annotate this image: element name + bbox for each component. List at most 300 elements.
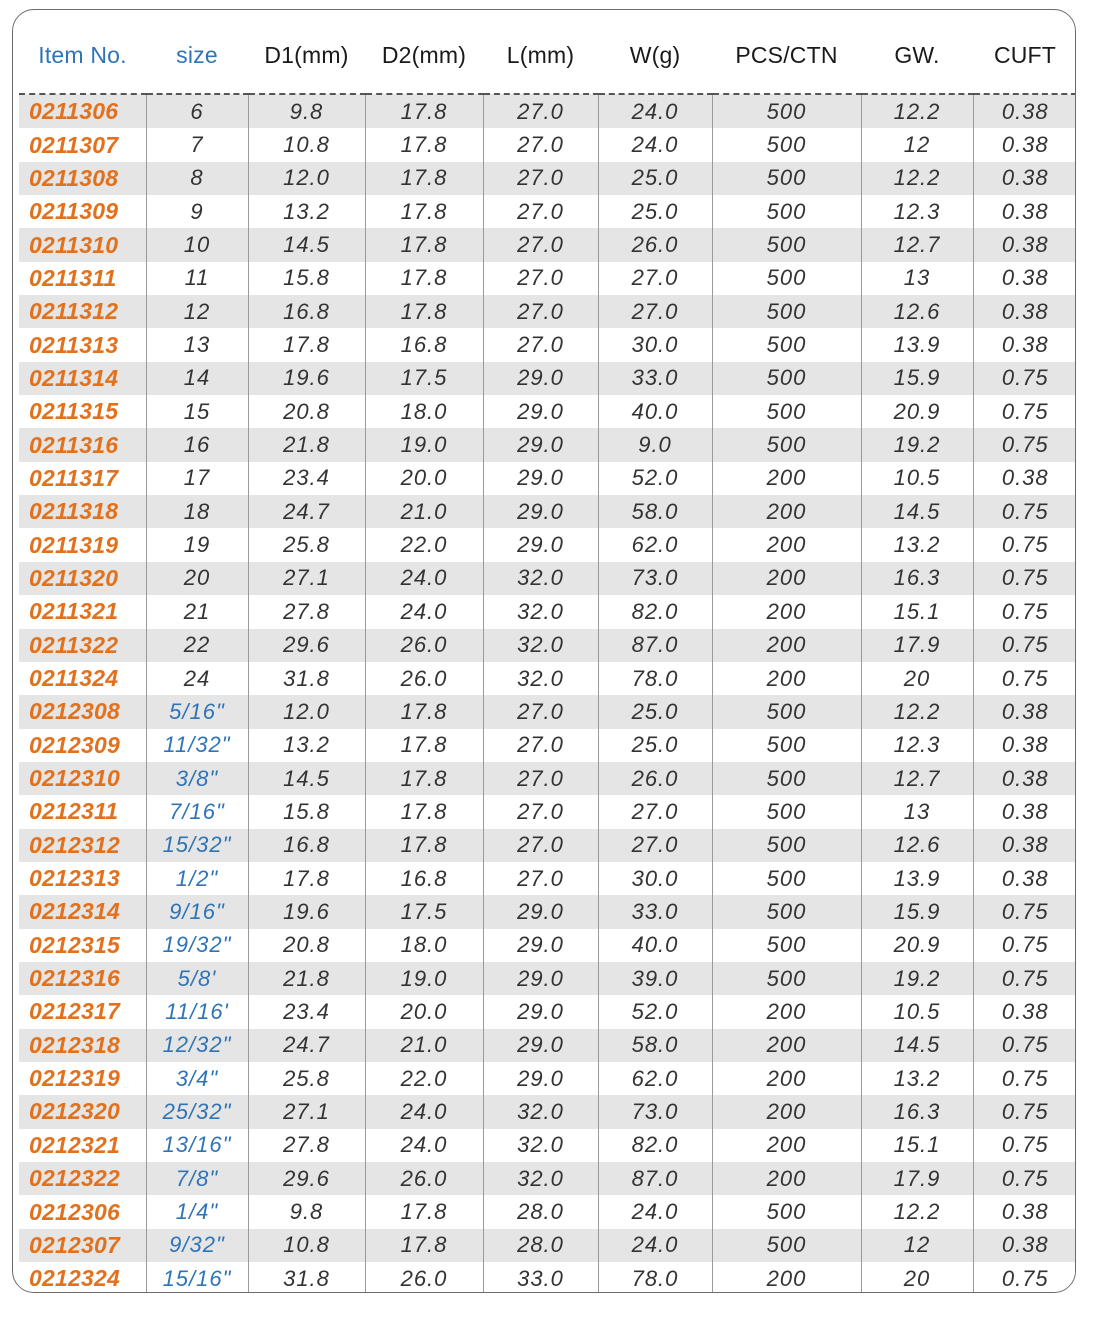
l-cell: 27.0 (483, 94, 598, 128)
pcs-ctn-cell: 500 (712, 795, 861, 828)
w-cell: 25.0 (598, 162, 712, 195)
size-cell: 9/32" (146, 1229, 248, 1262)
gw-cell: 13.2 (861, 528, 973, 561)
w-cell: 78.0 (598, 662, 712, 695)
table-row (19, 829, 1076, 862)
w-cell: 24.0 (598, 128, 712, 161)
l-cell: 29.0 (483, 362, 598, 395)
gw-cell: 15.9 (861, 895, 973, 928)
l-cell: 27.0 (483, 695, 598, 728)
d2-cell: 17.8 (365, 162, 483, 195)
cuft-cell: 0.75 (973, 1029, 1076, 1062)
w-cell: 73.0 (598, 562, 712, 595)
w-cell: 30.0 (598, 328, 712, 361)
item-no-cell: 0212311 (19, 795, 146, 828)
d2-cell: 17.8 (365, 829, 483, 862)
w-cell: 26.0 (598, 228, 712, 261)
w-cell: 25.0 (598, 695, 712, 728)
d2-cell: 24.0 (365, 1095, 483, 1128)
size-cell: 17 (146, 462, 248, 495)
spec-table-frame (12, 9, 1076, 1293)
item-no-cell: 0212314 (19, 895, 146, 928)
pcs-ctn-cell: 200 (712, 1129, 861, 1162)
size-cell: 7/16" (146, 795, 248, 828)
item-no-cell: 0212312 (19, 829, 146, 862)
cuft-cell: 0.75 (973, 1262, 1076, 1293)
d2-cell: 17.8 (365, 128, 483, 161)
cuft-cell: 0.38 (973, 262, 1076, 295)
d1-cell: 25.8 (248, 1062, 365, 1095)
item-no-cell: 0212310 (19, 762, 146, 795)
d1-cell: 29.6 (248, 629, 365, 662)
w-cell: 87.0 (598, 629, 712, 662)
gw-cell: 13.2 (861, 1062, 973, 1095)
w-cell: 33.0 (598, 362, 712, 395)
gw-cell: 12.2 (861, 162, 973, 195)
item-no-cell: 0211316 (19, 428, 146, 461)
table-row (19, 695, 1076, 728)
cuft-cell: 0.38 (973, 295, 1076, 328)
size-cell: 9 (146, 195, 248, 228)
l-cell: 27.0 (483, 829, 598, 862)
l-cell: 29.0 (483, 395, 598, 428)
table-row (19, 1095, 1076, 1128)
gw-cell: 12.2 (861, 1195, 973, 1228)
gw-cell: 19.2 (861, 428, 973, 461)
gw-cell: 14.5 (861, 495, 973, 528)
l-cell: 27.0 (483, 228, 598, 261)
gw-cell: 13 (861, 795, 973, 828)
header-gw: GW. (861, 10, 973, 94)
w-cell: 62.0 (598, 528, 712, 561)
pcs-ctn-cell: 500 (712, 695, 861, 728)
gw-cell: 13.9 (861, 328, 973, 361)
size-cell: 6 (146, 94, 248, 128)
pcs-ctn-cell: 500 (712, 1195, 861, 1228)
cuft-cell: 0.38 (973, 1229, 1076, 1262)
d2-cell: 22.0 (365, 528, 483, 561)
table-row (19, 895, 1076, 928)
gw-cell: 12.6 (861, 829, 973, 862)
w-cell: 25.0 (598, 729, 712, 762)
item-no-cell: 0211309 (19, 195, 146, 228)
cuft-cell: 0.75 (973, 395, 1076, 428)
pcs-ctn-cell: 500 (712, 1229, 861, 1262)
gw-cell: 10.5 (861, 995, 973, 1028)
w-cell: 58.0 (598, 495, 712, 528)
pcs-ctn-cell: 200 (712, 495, 861, 528)
d1-cell: 19.6 (248, 895, 365, 928)
w-cell: 25.0 (598, 195, 712, 228)
w-cell: 26.0 (598, 762, 712, 795)
l-cell: 27.0 (483, 162, 598, 195)
pcs-ctn-cell: 500 (712, 829, 861, 862)
d2-cell: 16.8 (365, 862, 483, 895)
d2-cell: 26.0 (365, 662, 483, 695)
gw-cell: 20.9 (861, 929, 973, 962)
w-cell: 27.0 (598, 795, 712, 828)
pcs-ctn-cell: 500 (712, 362, 861, 395)
gw-cell: 16.3 (861, 1095, 973, 1128)
cuft-cell: 0.75 (973, 595, 1076, 628)
cuft-cell: 0.75 (973, 562, 1076, 595)
d2-cell: 17.8 (365, 94, 483, 128)
table-row (19, 395, 1076, 428)
table-row (19, 1062, 1076, 1095)
table-row (19, 762, 1076, 795)
l-cell: 32.0 (483, 629, 598, 662)
d1-cell: 13.2 (248, 729, 365, 762)
pcs-ctn-cell: 500 (712, 862, 861, 895)
size-cell: 5/8' (146, 962, 248, 995)
w-cell: 82.0 (598, 595, 712, 628)
size-cell: 5/16" (146, 695, 248, 728)
item-no-cell: 0212324 (19, 1262, 146, 1293)
pcs-ctn-cell: 200 (712, 995, 861, 1028)
pcs-ctn-cell: 200 (712, 1062, 861, 1095)
d2-cell: 19.0 (365, 962, 483, 995)
cuft-cell: 0.38 (973, 328, 1076, 361)
gw-cell: 12.3 (861, 195, 973, 228)
size-cell: 1/4" (146, 1195, 248, 1228)
item-no-cell: 0211307 (19, 128, 146, 161)
pcs-ctn-cell: 200 (712, 1029, 861, 1062)
d2-cell: 17.5 (365, 362, 483, 395)
size-cell: 20 (146, 562, 248, 595)
pcs-ctn-cell: 500 (712, 895, 861, 928)
w-cell: 30.0 (598, 862, 712, 895)
item-no-cell: 0211314 (19, 362, 146, 395)
w-cell: 40.0 (598, 929, 712, 962)
l-cell: 32.0 (483, 562, 598, 595)
table-row (19, 1029, 1076, 1062)
size-cell: 11/32" (146, 729, 248, 762)
cuft-cell: 0.38 (973, 462, 1076, 495)
pcs-ctn-cell: 500 (712, 162, 861, 195)
table-row (19, 595, 1076, 628)
d2-cell: 17.8 (365, 795, 483, 828)
gw-cell: 12 (861, 1229, 973, 1262)
pcs-ctn-cell: 200 (712, 562, 861, 595)
size-cell: 9/16" (146, 895, 248, 928)
d2-cell: 17.8 (365, 1195, 483, 1228)
item-no-cell: 0211312 (19, 295, 146, 328)
item-no-cell: 0212320 (19, 1095, 146, 1128)
d1-cell: 21.8 (248, 428, 365, 461)
size-cell: 21 (146, 595, 248, 628)
size-cell: 11/16' (146, 995, 248, 1028)
pcs-ctn-cell: 200 (712, 1162, 861, 1195)
gw-cell: 19.2 (861, 962, 973, 995)
cuft-cell: 0.38 (973, 862, 1076, 895)
cuft-cell: 0.38 (973, 195, 1076, 228)
d1-cell: 19.6 (248, 362, 365, 395)
gw-cell: 12 (861, 128, 973, 161)
w-cell: 24.0 (598, 1229, 712, 1262)
header-l: L(mm) (483, 10, 598, 94)
d2-cell: 21.0 (365, 1029, 483, 1062)
item-no-cell: 0212315 (19, 929, 146, 962)
size-cell: 16 (146, 428, 248, 461)
gw-cell: 17.9 (861, 629, 973, 662)
l-cell: 29.0 (483, 962, 598, 995)
table-row (19, 929, 1076, 962)
cuft-cell: 0.75 (973, 428, 1076, 461)
header-size: size (146, 10, 248, 94)
pcs-ctn-cell: 200 (712, 629, 861, 662)
d1-cell: 9.8 (248, 94, 365, 128)
d1-cell: 16.8 (248, 295, 365, 328)
l-cell: 29.0 (483, 1029, 598, 1062)
d2-cell: 24.0 (365, 595, 483, 628)
item-no-cell: 0212321 (19, 1129, 146, 1162)
d1-cell: 10.8 (248, 1229, 365, 1262)
size-cell: 25/32" (146, 1095, 248, 1128)
size-cell: 22 (146, 629, 248, 662)
table-row (19, 162, 1076, 195)
table-row (19, 428, 1076, 461)
item-no-cell: 0212318 (19, 1029, 146, 1062)
d2-cell: 26.0 (365, 1162, 483, 1195)
l-cell: 27.0 (483, 795, 598, 828)
l-cell: 29.0 (483, 495, 598, 528)
cuft-cell: 0.38 (973, 162, 1076, 195)
cuft-cell: 0.75 (973, 962, 1076, 995)
item-no-cell: 0211322 (19, 629, 146, 662)
d1-cell: 17.8 (248, 328, 365, 361)
l-cell: 32.0 (483, 1095, 598, 1128)
gw-cell: 17.9 (861, 1162, 973, 1195)
size-cell: 7 (146, 128, 248, 161)
l-cell: 29.0 (483, 528, 598, 561)
l-cell: 27.0 (483, 262, 598, 295)
l-cell: 29.0 (483, 995, 598, 1028)
cuft-cell: 0.75 (973, 929, 1076, 962)
d2-cell: 17.8 (365, 195, 483, 228)
size-cell: 7/8" (146, 1162, 248, 1195)
l-cell: 27.0 (483, 762, 598, 795)
header-cuft: CUFT (973, 10, 1076, 94)
d1-cell: 17.8 (248, 862, 365, 895)
pcs-ctn-cell: 500 (712, 262, 861, 295)
d2-cell: 18.0 (365, 929, 483, 962)
table-row (19, 328, 1076, 361)
l-cell: 32.0 (483, 662, 598, 695)
pcs-ctn-cell: 500 (712, 729, 861, 762)
size-cell: 3/4" (146, 1062, 248, 1095)
cuft-cell: 0.75 (973, 1095, 1076, 1128)
cuft-cell: 0.38 (973, 695, 1076, 728)
pcs-ctn-cell: 200 (712, 528, 861, 561)
size-cell: 13/16" (146, 1129, 248, 1162)
cuft-cell: 0.38 (973, 762, 1076, 795)
cuft-cell: 0.38 (973, 1195, 1076, 1228)
w-cell: 78.0 (598, 1262, 712, 1293)
d1-cell: 9.8 (248, 1195, 365, 1228)
size-cell: 15/32" (146, 829, 248, 862)
w-cell: 27.0 (598, 262, 712, 295)
item-no-cell: 0211310 (19, 228, 146, 261)
d1-cell: 14.5 (248, 228, 365, 261)
size-cell: 14 (146, 362, 248, 395)
size-cell: 3/8" (146, 762, 248, 795)
item-no-cell: 0212309 (19, 729, 146, 762)
d1-cell: 27.8 (248, 1129, 365, 1162)
l-cell: 28.0 (483, 1229, 598, 1262)
d2-cell: 17.8 (365, 762, 483, 795)
d1-cell: 16.8 (248, 829, 365, 862)
l-cell: 29.0 (483, 428, 598, 461)
table-row (19, 94, 1076, 128)
item-no-cell: 0212317 (19, 995, 146, 1028)
w-cell: 52.0 (598, 995, 712, 1028)
gw-cell: 16.3 (861, 562, 973, 595)
d2-cell: 20.0 (365, 995, 483, 1028)
item-no-cell: 0212319 (19, 1062, 146, 1095)
pcs-ctn-cell: 500 (712, 762, 861, 795)
d1-cell: 27.1 (248, 1095, 365, 1128)
header-item-no: Item No. (19, 10, 146, 94)
item-no-cell: 0211321 (19, 595, 146, 628)
l-cell: 27.0 (483, 328, 598, 361)
item-no-cell: 0212322 (19, 1162, 146, 1195)
item-no-cell: 0211318 (19, 495, 146, 528)
d2-cell: 18.0 (365, 395, 483, 428)
gw-cell: 13 (861, 262, 973, 295)
size-cell: 24 (146, 662, 248, 695)
gw-cell: 15.1 (861, 595, 973, 628)
l-cell: 29.0 (483, 462, 598, 495)
cuft-cell: 0.75 (973, 1062, 1076, 1095)
d1-cell: 14.5 (248, 762, 365, 795)
cuft-cell: 0.38 (973, 228, 1076, 261)
w-cell: 24.0 (598, 1195, 712, 1228)
table-row (19, 228, 1076, 261)
pcs-ctn-cell: 500 (712, 195, 861, 228)
cuft-cell: 0.38 (973, 128, 1076, 161)
table-row (19, 1229, 1076, 1262)
item-no-cell: 0211315 (19, 395, 146, 428)
cuft-cell: 0.75 (973, 362, 1076, 395)
d2-cell: 17.8 (365, 295, 483, 328)
d1-cell: 12.0 (248, 695, 365, 728)
w-cell: 27.0 (598, 295, 712, 328)
table-row (19, 662, 1076, 695)
d2-cell: 22.0 (365, 1062, 483, 1095)
d2-cell: 24.0 (365, 562, 483, 595)
item-no-cell: 0212316 (19, 962, 146, 995)
table-row (19, 729, 1076, 762)
table-row (19, 1162, 1076, 1195)
size-cell: 11 (146, 262, 248, 295)
d1-cell: 13.2 (248, 195, 365, 228)
d1-cell: 10.8 (248, 128, 365, 161)
pcs-ctn-cell: 500 (712, 228, 861, 261)
header-w: W(g) (598, 10, 712, 94)
d2-cell: 20.0 (365, 462, 483, 495)
pcs-ctn-cell: 500 (712, 128, 861, 161)
l-cell: 29.0 (483, 929, 598, 962)
header-d2: D2(mm) (365, 10, 483, 94)
table-row (19, 262, 1076, 295)
d2-cell: 17.8 (365, 729, 483, 762)
l-cell: 32.0 (483, 1129, 598, 1162)
d1-cell: 23.4 (248, 462, 365, 495)
gw-cell: 15.9 (861, 362, 973, 395)
item-no-cell: 0211313 (19, 328, 146, 361)
table-row (19, 962, 1076, 995)
gw-cell: 12.7 (861, 762, 973, 795)
d1-cell: 27.1 (248, 562, 365, 595)
item-no-cell: 0212307 (19, 1229, 146, 1262)
d1-cell: 24.7 (248, 495, 365, 528)
d2-cell: 16.8 (365, 328, 483, 361)
l-cell: 27.0 (483, 128, 598, 161)
size-cell: 19/32" (146, 929, 248, 962)
d1-cell: 29.6 (248, 1162, 365, 1195)
size-cell: 12/32" (146, 1029, 248, 1062)
w-cell: 62.0 (598, 1062, 712, 1095)
gw-cell: 20 (861, 662, 973, 695)
item-no-cell: 0211317 (19, 462, 146, 495)
l-cell: 27.0 (483, 862, 598, 895)
d2-cell: 26.0 (365, 1262, 483, 1293)
w-cell: 52.0 (598, 462, 712, 495)
table-row (19, 1129, 1076, 1162)
d1-cell: 15.8 (248, 795, 365, 828)
item-no-cell: 0211324 (19, 662, 146, 695)
w-cell: 73.0 (598, 1095, 712, 1128)
size-cell: 10 (146, 228, 248, 261)
l-cell: 27.0 (483, 295, 598, 328)
cuft-cell: 0.75 (973, 495, 1076, 528)
gw-cell: 10.5 (861, 462, 973, 495)
d1-cell: 27.8 (248, 595, 365, 628)
item-no-cell: 0212313 (19, 862, 146, 895)
pcs-ctn-cell: 200 (712, 1262, 861, 1293)
cuft-cell: 0.38 (973, 829, 1076, 862)
d2-cell: 24.0 (365, 1129, 483, 1162)
d1-cell: 25.8 (248, 528, 365, 561)
cuft-cell: 0.75 (973, 629, 1076, 662)
item-no-cell: 0211311 (19, 262, 146, 295)
pcs-ctn-cell: 500 (712, 929, 861, 962)
gw-cell: 12.6 (861, 295, 973, 328)
w-cell: 82.0 (598, 1129, 712, 1162)
cuft-cell: 0.75 (973, 528, 1076, 561)
table-row (19, 362, 1076, 395)
table-row (19, 862, 1076, 895)
table-row (19, 195, 1076, 228)
d1-cell: 31.8 (248, 1262, 365, 1293)
w-cell: 27.0 (598, 829, 712, 862)
l-cell: 29.0 (483, 1062, 598, 1095)
pcs-ctn-cell: 200 (712, 462, 861, 495)
item-no-cell: 0212308 (19, 695, 146, 728)
w-cell: 87.0 (598, 1162, 712, 1195)
cuft-cell: 0.38 (973, 729, 1076, 762)
size-cell: 19 (146, 528, 248, 561)
l-cell: 29.0 (483, 895, 598, 928)
table-row (19, 528, 1076, 561)
d2-cell: 17.8 (365, 262, 483, 295)
cuft-cell: 0.75 (973, 895, 1076, 928)
d1-cell: 24.7 (248, 1029, 365, 1062)
table-row (19, 1262, 1076, 1293)
l-cell: 32.0 (483, 1162, 598, 1195)
table-row (19, 128, 1076, 161)
w-cell: 40.0 (598, 395, 712, 428)
